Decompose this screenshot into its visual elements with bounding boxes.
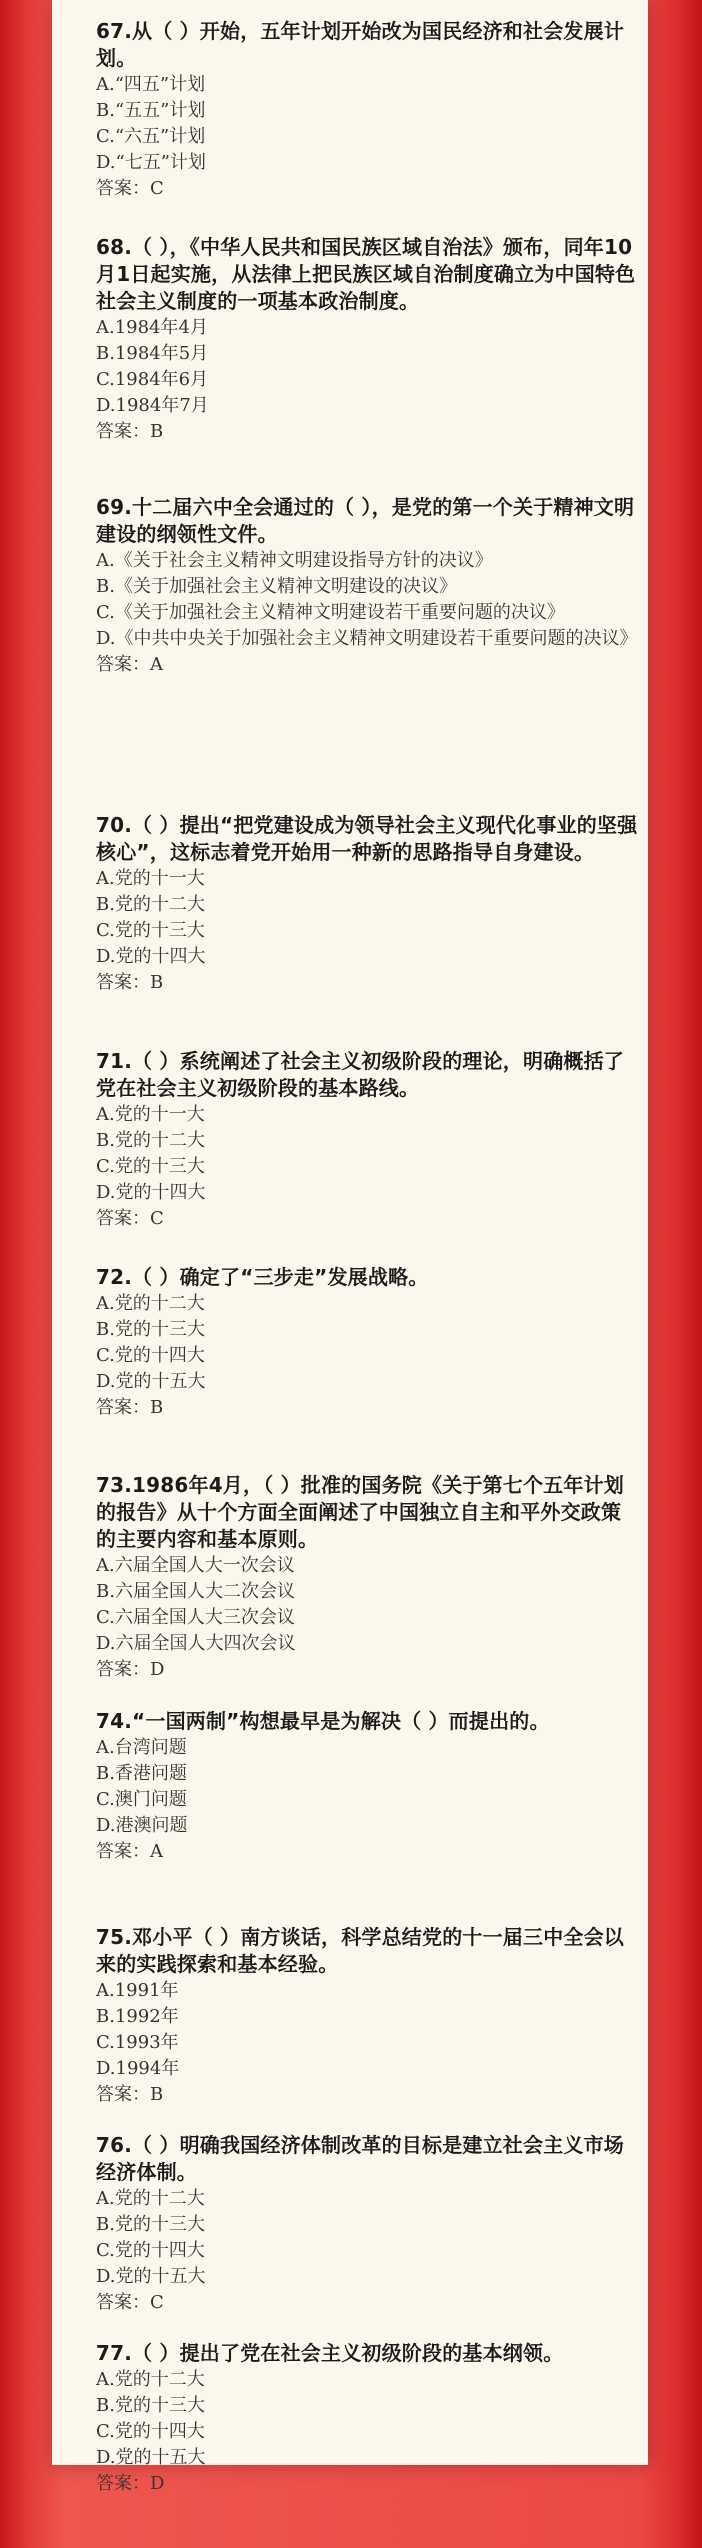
option-b: B.香港问题 [96,1763,187,1784]
question-75 [96,1924,640,2132]
option-b: B.“五五”计划 [96,100,206,121]
paper-sheet [52,0,648,2494]
option-a: A.台湾问题 [96,1737,187,1758]
question-73 [96,1472,640,1708]
option-d: D.1994年 [96,2058,180,2079]
option-d: D.党的十五大 [96,1371,206,1392]
option-c: C.1993年 [96,2032,179,2053]
option-c: C.1984年6月 [96,369,209,390]
question-list [96,18,640,2548]
option-c: C.《关于加强社会主义精神文明建设若干重要问题的决议》 [96,602,565,623]
question-72 [96,1264,640,1472]
option-b: B.党的十三大 [96,1319,205,1340]
option-b: B.党的十三大 [96,2395,205,2416]
option-d: D.党的十四大 [96,1182,206,1203]
option-b: B.《关于加强社会主义精神文明建设的决议》 [96,576,457,597]
option-a: A.党的十二大 [96,1293,205,1314]
option-b: B.六届全国人大二次会议 [96,1581,295,1602]
question-stem: 70.（ ）提出“把党建设成为领导社会主义现代化事业的坚强核心”，这标志着党开始用一种新的思路指导自身建设。 [96,813,638,864]
question-stem: 75.邓小平（ ）南方谈话，科学总结党的十一届三中全会以来的实践探索和基本经验。 [96,1925,624,1976]
option-b: B.党的十二大 [96,894,205,915]
option-c: C.党的十三大 [96,1156,205,1177]
option-d: D.“七五”计划 [96,152,206,173]
question-stem: 72.（ ）确定了“三步走”发展战略。 [96,1265,429,1289]
question-76 [96,2132,640,2340]
option-d: D.港澳问题 [96,1815,188,1836]
question-stem: 69.十二届六中全会通过的（ ），是党的第一个关于精神文明建设的纲领性文件。 [96,495,635,546]
answer: 答案：B [96,1397,164,1418]
option-a: A.党的十二大 [96,2369,205,2390]
option-c: C.党的十四大 [96,2240,205,2261]
option-b: B.1992年 [96,2006,179,2027]
question-stem: 68.（ ），《中华人民共和国民族区域自治法》颁布，同年10月1日起实施，从法律上把民族区域自治制度确立为中国特色社会主义制度的一项基本政治制度。 [96,235,636,313]
option-d: D.《中共中央关于加强社会主义精神文明建设若干重要问题的决议》 [96,628,638,649]
question-stem: 74.“一国两制”构想最早是为解决（ ）而提出的。 [96,1709,550,1733]
question-stem: 77.（ ）提出了党在社会主义初级阶段的基本纲领。 [96,2341,564,2365]
answer: 答案：C [96,1208,164,1229]
option-d: D.六届全国人大四次会议 [96,1633,296,1654]
question-71 [96,1048,640,1264]
option-a: A.党的十一大 [96,868,205,889]
answer: 答案：D [96,2473,165,2494]
answer: 答案：B [96,421,164,442]
answer: 答案：C [96,178,164,199]
option-a: A.《关于社会主义精神文明建设指导方针的决议》 [96,550,493,571]
option-a: A.1984年4月 [96,317,208,338]
answer: 答案：C [96,2292,164,2313]
question-stem: 76.（ ）明确我国经济体制改革的目标是建立社会主义市场经济体制。 [96,2133,624,2184]
answer: 答案：B [96,2084,164,2105]
option-a: A.1991年 [96,1980,179,2001]
question-70 [96,812,640,1048]
option-a: A.党的十一大 [96,1104,205,1125]
option-b: B.党的十二大 [96,1130,205,1151]
answer: 答案：B [96,972,164,993]
answer: 答案：A [96,1841,163,1862]
option-b: B.1984年5月 [96,343,209,364]
question-stem: 71.（ ）系统阐述了社会主义初级阶段的理论，明确概括了党在社会主义初级阶段的基本路线。 [96,1049,624,1100]
option-c: C.党的十四大 [96,2421,205,2442]
question-stem: 67.从（ ）开始，五年计划开始改为国民经济和社会发展计划。 [96,19,624,70]
option-c: C.“六五”计划 [96,126,206,147]
option-c: C.澳门问题 [96,1789,187,1810]
question-74 [96,1708,640,1924]
question-77 [96,2340,640,2548]
option-c: C.党的十四大 [96,1345,205,1366]
question-69 [96,494,640,812]
question-67 [96,18,640,234]
answer: 答案：A [96,654,163,675]
option-d: D.党的十五大 [96,2447,206,2468]
option-d: D.党的十四大 [96,946,206,967]
option-d: D.1984年7月 [96,395,209,416]
option-a: A.“四五”计划 [96,74,206,95]
option-d: D.党的十五大 [96,2266,206,2287]
question-stem: 73.1986年4月，（ ）批准的国务院《关于第七个五年计划的报告》从十个方面全面阐述了中国独立自主和平外交政策的主要内容和基本原则。 [96,1473,624,1551]
option-c: C.六届全国人大三次会议 [96,1607,295,1628]
answer: 答案：D [96,1659,165,1680]
option-c: C.党的十三大 [96,920,205,941]
option-b: B.党的十三大 [96,2214,205,2235]
option-a: A.六届全国人大一次会议 [96,1555,295,1576]
question-68 [96,234,640,494]
option-a: A.党的十二大 [96,2188,205,2209]
